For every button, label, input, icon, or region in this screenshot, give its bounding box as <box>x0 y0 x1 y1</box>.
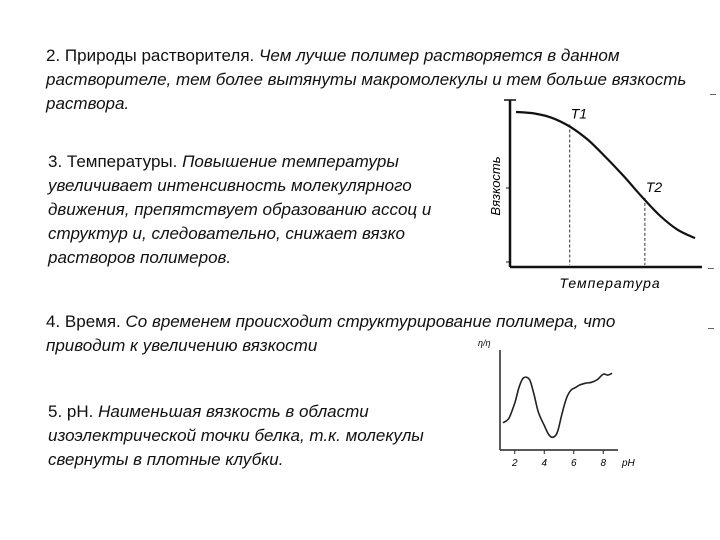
x-tick-label: 2 <box>511 458 518 469</box>
section-ph-title: 5. pH. <box>48 402 94 421</box>
viscosity-ph-curve <box>503 373 612 437</box>
section-time-text: Со временем происходит структурирование полимера, что приводит к увеличению вязкости <box>46 312 616 355</box>
x-tick-label: 6 <box>570 458 577 469</box>
edge-mark <box>710 94 716 95</box>
section-ph <box>48 400 448 472</box>
x-axis-label: Температура <box>559 275 661 291</box>
marker-label-t1: T1 <box>570 105 588 122</box>
section-temperature <box>48 150 488 270</box>
viscosity-curve <box>516 112 695 238</box>
section-temperature-title: 3. Температуры. <box>48 152 178 171</box>
ph-ticks <box>511 450 607 469</box>
viscosity-temperature-chart <box>480 92 705 302</box>
marker-label-t2: T2 <box>645 178 663 195</box>
edge-mark <box>708 328 714 329</box>
section-time-title: 4. Время. <box>46 312 121 331</box>
y-axis-label: η/η <box>478 338 491 348</box>
section-solvent-title: 2. Природы растворителя. <box>46 46 255 65</box>
edge-mark <box>708 268 714 269</box>
section-temperature-text: Повышение температуры увеличивает интенсивность молекулярного движения, препятствует образованию ассоц и структур и, следовательно, снижает вязко растворов полимеров. <box>48 152 432 267</box>
temperature-markers <box>570 106 663 266</box>
section-solvent-text: Чем лучше полимер растворяется в данном растворителе, тем более вытянуты макромолекулы и тем больше вязкость раствора. <box>46 46 687 113</box>
section-ph-text: Наименьшая вязкость в области изоэлектрической точки белка, т.к. молекулы свернуты в плотные клубки. <box>48 402 424 469</box>
x-axis-label: pH <box>622 458 635 469</box>
viscosity-ph-chart <box>470 330 650 475</box>
x-tick-label: 4 <box>541 458 548 469</box>
y-axis-label: Вязкость <box>488 156 503 216</box>
x-tick-label: 8 <box>600 458 607 469</box>
